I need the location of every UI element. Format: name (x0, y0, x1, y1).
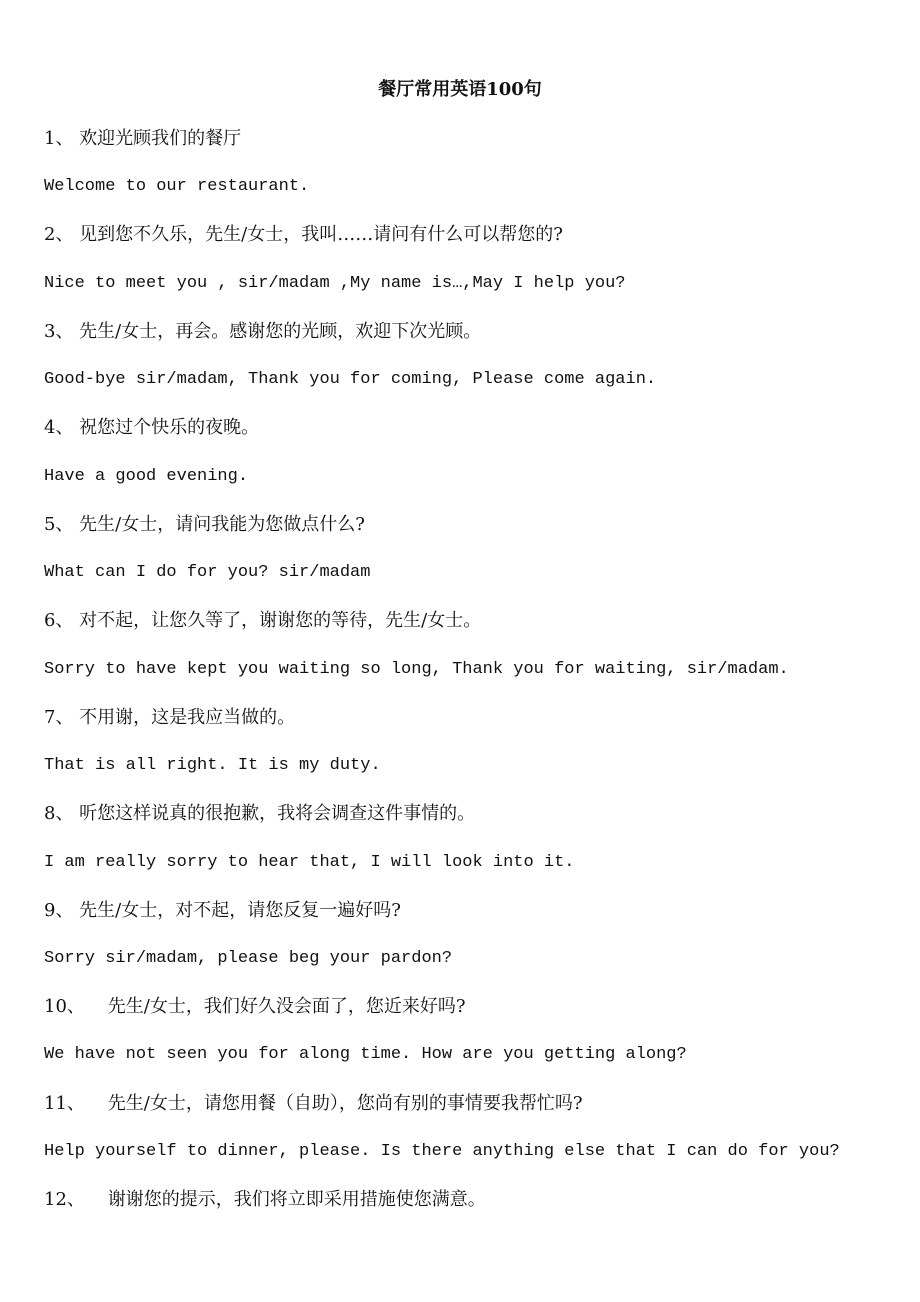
entry-5-chinese: 5、 先生/女士，请问我能为您做点什么? (44, 514, 365, 535)
entry-9-chinese: 9、 先生/女士，对不起，请您反复一遍好吗? (44, 900, 401, 921)
entry-4-english: Have a good evening. (44, 467, 249, 486)
entry-10-chinese: 10、 先生/女士，我们好久没会面了，您近来好吗? (44, 996, 466, 1017)
entry-7-chinese: 7、 不用谢，这是我应当做的。 (44, 707, 296, 728)
entry-12-chinese: 12、 谢谢您的提示，我们将立即采用措施使您满意。 (44, 1189, 486, 1210)
entry-11-chinese: 11、 先生/女士，请您用餐（自助），您尚有别的事情要我帮忙吗? (44, 1093, 583, 1114)
entry-7-english: That is all right. It is my duty. (44, 756, 381, 775)
document-title: 餐厅常用英语100句 (378, 79, 542, 100)
entry-6-english: Sorry to have kept you waiting so long, Thank you for waiting, sir/madam. (44, 660, 789, 679)
entry-2-chinese: 2、 见到您不久乐，先生/女士，我叫……请问有什么可以帮您的? (44, 224, 563, 245)
entry-5-english: What can I do for you? sir/madam (44, 563, 371, 582)
entry-3-chinese: 3、 先生/女士，再会。感谢您的光顾，欢迎下次光顾。 (44, 321, 482, 342)
entry-8-english: I am really sorry to hear that, I will look into it. (44, 853, 575, 872)
entry-9-english: Sorry sir/madam, please beg your pardon? (44, 949, 453, 968)
entry-2-english: Nice to meet you , sir/madam ,My name is…,May I help you? (44, 274, 626, 293)
entry-8-chinese: 8、 听您这样说真的很抱歉，我将会调查这件事情的。 (44, 803, 476, 824)
entry-4-chinese: 4、 祝您过个快乐的夜晚。 (44, 417, 260, 438)
entry-10-english: We have not seen you for along time. How are you getting along? (44, 1045, 687, 1064)
entry-1-english: Welcome to our restaurant. (44, 177, 310, 196)
entry-3-english: Good-bye sir/madam, Thank you for coming, Please come again. (44, 370, 657, 389)
entry-1-chinese: 1、 欢迎光顾我们的餐厅 (44, 128, 242, 149)
entry-6-chinese: 6、 对不起，让您久等了，谢谢您的等待，先生/女士。 (44, 610, 482, 631)
entry-11-english: Help yourself to dinner, please. Is there anything else that I can do for you? (44, 1142, 840, 1161)
